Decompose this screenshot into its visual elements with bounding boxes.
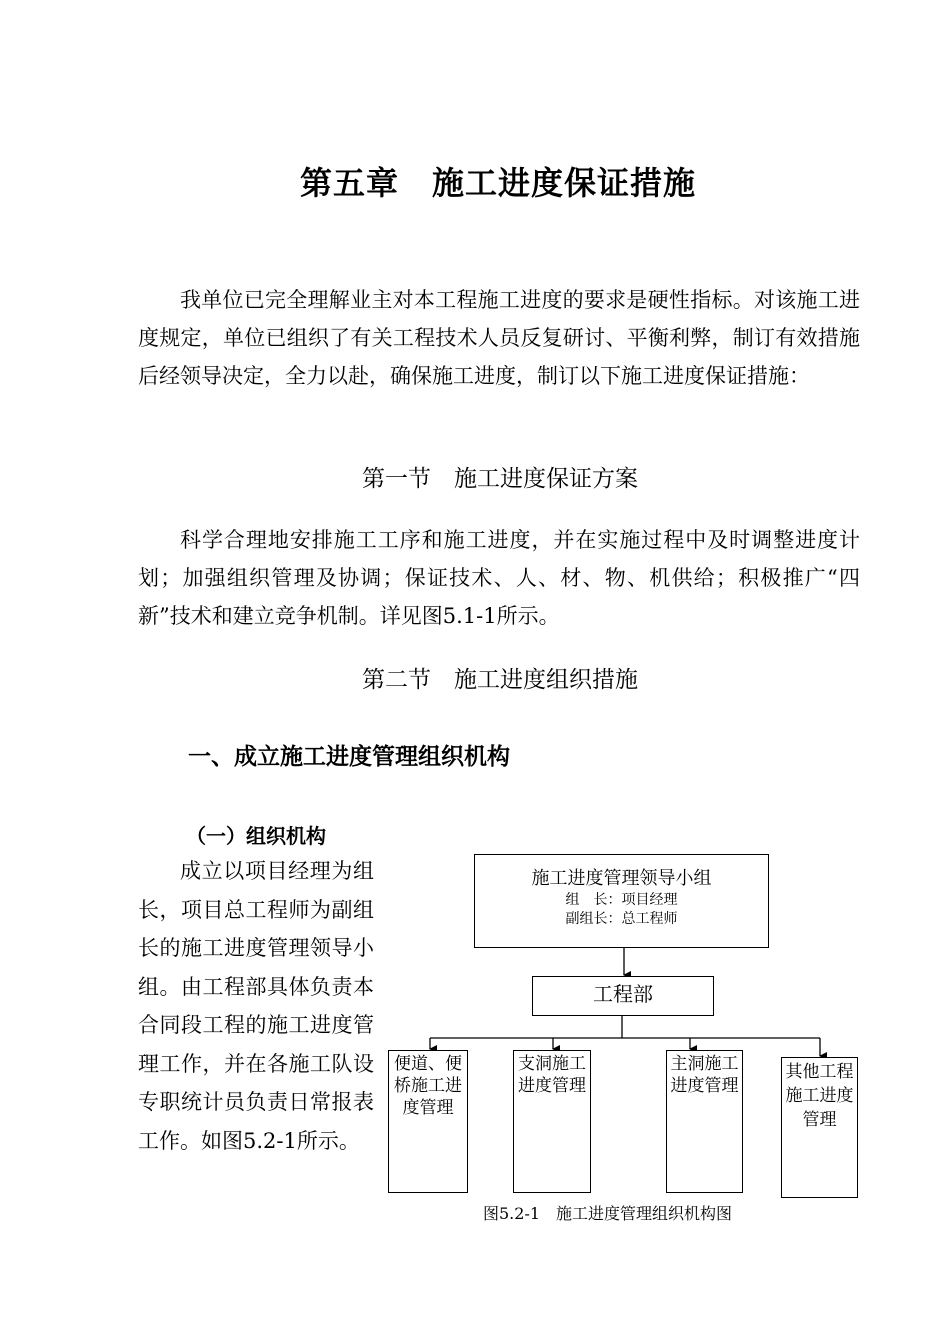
team-box-access-road: 便道、便桥施工进度管理 bbox=[388, 1050, 468, 1193]
org-paragraph: 成立以项目经理为组长，项目总工程师为副组长的施工进度管理领导小组。由工程部具体负责本合同段工程的施工进度管理工作，并在各施工队设专职统计员负责日常报表工作。如图5.2-1所示。 bbox=[138, 859, 374, 1153]
section-title-1: 第一节 施工进度保证方案 bbox=[362, 466, 638, 492]
section1-paragraph: 科学合理地安排施工工序和施工进度，并在实施过程中及时调整进度计划；加强组织管理及协调；保证技术、人、材、物、机供给；积极推广“四新”技术和建立竞争机制。详见图5.1-1所示。 bbox=[138, 528, 860, 628]
leader-group-leader: 组 长：项目经理 bbox=[565, 892, 678, 908]
team-box-main-tunnel: 主洞施工进度管理 bbox=[666, 1050, 743, 1193]
leader-group-deputy: 副组长：总工程师 bbox=[565, 911, 678, 927]
heading-level1: 一、成立施工进度管理组织机构 bbox=[188, 744, 510, 770]
team-box-other-works: 其他工程施工进度管理 bbox=[781, 1057, 858, 1198]
figure-caption: 图5.2-1 施工进度管理组织机构图 bbox=[483, 1204, 733, 1223]
leader-group-title: 施工进度管理领导小组 bbox=[531, 868, 712, 889]
chapter-title: 第五章 施工进度保证措施 bbox=[299, 164, 696, 202]
leader-group-box bbox=[474, 854, 769, 948]
intro-paragraph: 我单位已完全理解业主对本工程施工进度的要求是硬性指标。对该施工进度规定，单位已组织了有关工程技术人员反复研讨、平衡利弊，制订有效措施后经领导决定，全力以赴，确保施工进度，制订以下施工进度保证措施： bbox=[138, 288, 860, 388]
team-box-adit: 支洞施工进度管理 bbox=[513, 1050, 591, 1193]
engineering-dept-box: 工程部 bbox=[532, 976, 714, 1016]
heading-level2: （一）组织机构 bbox=[186, 824, 326, 848]
section-title-2: 第二节 施工进度组织措施 bbox=[362, 667, 638, 693]
